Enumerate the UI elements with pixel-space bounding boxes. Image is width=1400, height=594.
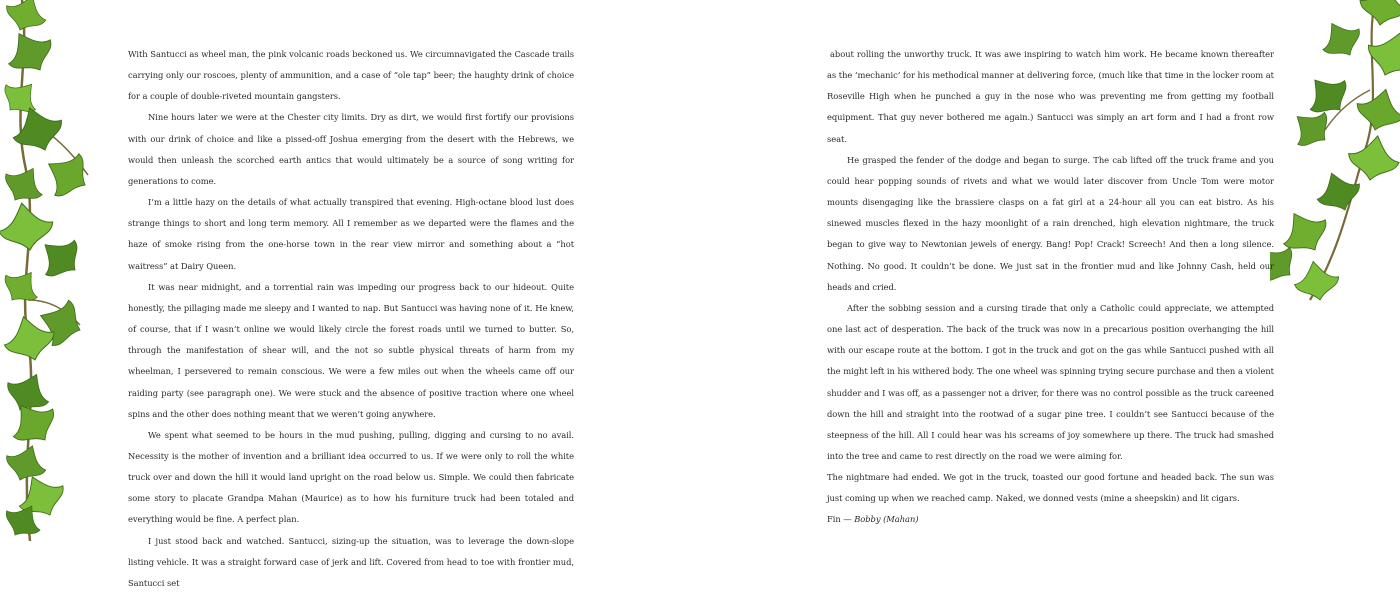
ivy-leaf-icon	[1345, 131, 1400, 184]
ivy-vine-left-icon	[0, 0, 120, 541]
left-paragraph-6: I just stood back and watched. Santucci, sizing-up the situation, was to leverage the down-slope listing vehicle. It was a straight forward case of jerk and lift. Covered from head to toe with frontier mud, Santucci set	[128, 535, 574, 588]
left-paragraph-4: It was near midnight, and a torrential rain was impeding our progress back to our hideout. Quite honestly, the pillaging made me sleepy and I wanted to nap. But Santucci was having none of it. He knew, of course, that if I wasn’t online we would likely circle the forest roads until we turned to butter. So, through the manifestation of shear will, and the not so subtle physical threats of harm from my wheelman, I persevered to remain conscious. We were a few miles out when the wheels came off our raiding party (see paragraph one). We were stuck and the absence of positive traction where one wheel spins and the other does nothing meant that we weren’t going anywhere.	[128, 281, 574, 419]
ivy-leaf-icon	[0, 261, 47, 311]
right-paragraph-3: After the sobbing session and a cursing tirade that only a Catholic could appreciate, we attempted one last act of desperation. The back of the truck was now in a precarious position overhanging the hill with our escape route at the bottom. I got in the truck and got on the gas while Santucci pushed with all the might left in his withered body. The one wheel was spinning trying secure purchase and then a violent shudder and I was off, as a passenger not a driver, for there was no control possible as the truck careened down the hill and straight into the rootwad of a sugar pine tree. I couldn’t see Santucci because of the steepness of the hill. All I could hear was his screams of joy somewhere up there. The truck had smashed into the tree and came to rest directly on the road we were aiming for.	[827, 302, 1274, 461]
signature-line	[827, 509, 1274, 530]
right-page-column	[827, 44, 1274, 531]
signature-author: Bobby (Mahan)	[854, 514, 919, 525]
left-paragraph-3: I’m a little hazy on the details of what actually transpired that evening. High-octane blood lust does strange things to short and long term memory. All I remember as we departed were the flames and the haze of smoke rising from the one-horse town in the rear view mirror and something about a “hot waitress” at Dairy Queen.	[128, 197, 574, 271]
left-paragraph-5: We spent what seemed to be hours in the mud pushing, pulling, digging and cursing to no avail. Necessity is the mother of invention and a brilliant idea occurred to us. If we were only to roll the white truck over and down the hill it would land upright on the road below us. Simple. We could then fabricate some story to placate Grandpa Mahan (Maurice) as to how his furniture truck had been totaled and everything would be fine. A perfect plan.	[128, 429, 574, 525]
ivy-leaf-icon	[1291, 258, 1342, 304]
left-paragraph-2: Nine hours later we were at the Chester city limits. Dry as dirt, we would first fortify our provisions with our drink of choice and like a pissed-off Joshua emerging from the desert with the Hebrews, we would then unleash the scorched earth antics that would ultimately be a source of song writing for generations to come.	[128, 112, 574, 186]
signature-prefix: Fin —	[827, 514, 855, 525]
left-page-column	[128, 44, 574, 594]
ivy-leaf-icon	[1298, 66, 1358, 125]
right-paragraph-4: The nightmare had ended. We got in the truck, toasted our good fortune and headed back. The sun was just coming up when we reached camp. Naked, we donned vests (mine a sheepskin) and lit cigars.	[827, 472, 1274, 504]
ivy-leaf-icon	[1314, 13, 1368, 65]
left-paragraph-1: With Santucci as wheel man, the pink volcanic roads beckoned us. We circumnavigated the Cascade trails carrying only our roscoes, plenty of ammunition, and a case of “ole tap” beer; the haughty drink of choice for a couple of double-riveted mountain gangsters.	[128, 49, 574, 102]
right-paragraph-2: He grasped the fender of the dodge and began to surge. The cab lifted off the truck frame and you could hear popping sounds of rivets and what we would later discover from Uncle Tom were motor mounts disengaging like the brassiere clasps on a fat girl at a 24-hour all you can eat bistro. As his sinewed muscles flexed in the hazy moonlight of a rain drenched, high elevation nightmare, the truck began to give way to Newtonian jewels of energy. Bang! Pop! Crack! Screech! And then a long silence. Nothing. No good. It couldn’t be done. We just sat in the frontier mud and like Johnny Cash, held our heads and cried.	[827, 154, 1274, 292]
right-paragraph-1: about rolling the unworthy truck. It was awe inspiring to watch him work. He became known thereafter as the ‘mechanic’ for his methodical manner at delivering force, (much like that time in the locker room at Roseville High when he punched a guy in the nose who was preventing me from getting my football equipment. That guy never bothered me again.) Santucci was simply an art form and I had a front row seat.	[827, 49, 1274, 144]
ivy-leaf-icon	[1352, 83, 1400, 136]
ivy-vine-right-icon	[1270, 0, 1400, 320]
ivy-leaf-icon	[0, 22, 61, 82]
ivy-leaf-icon	[1356, 0, 1400, 29]
ivy-leaf-icon	[1361, 24, 1400, 84]
ivy-leaf-icon	[0, 0, 52, 37]
